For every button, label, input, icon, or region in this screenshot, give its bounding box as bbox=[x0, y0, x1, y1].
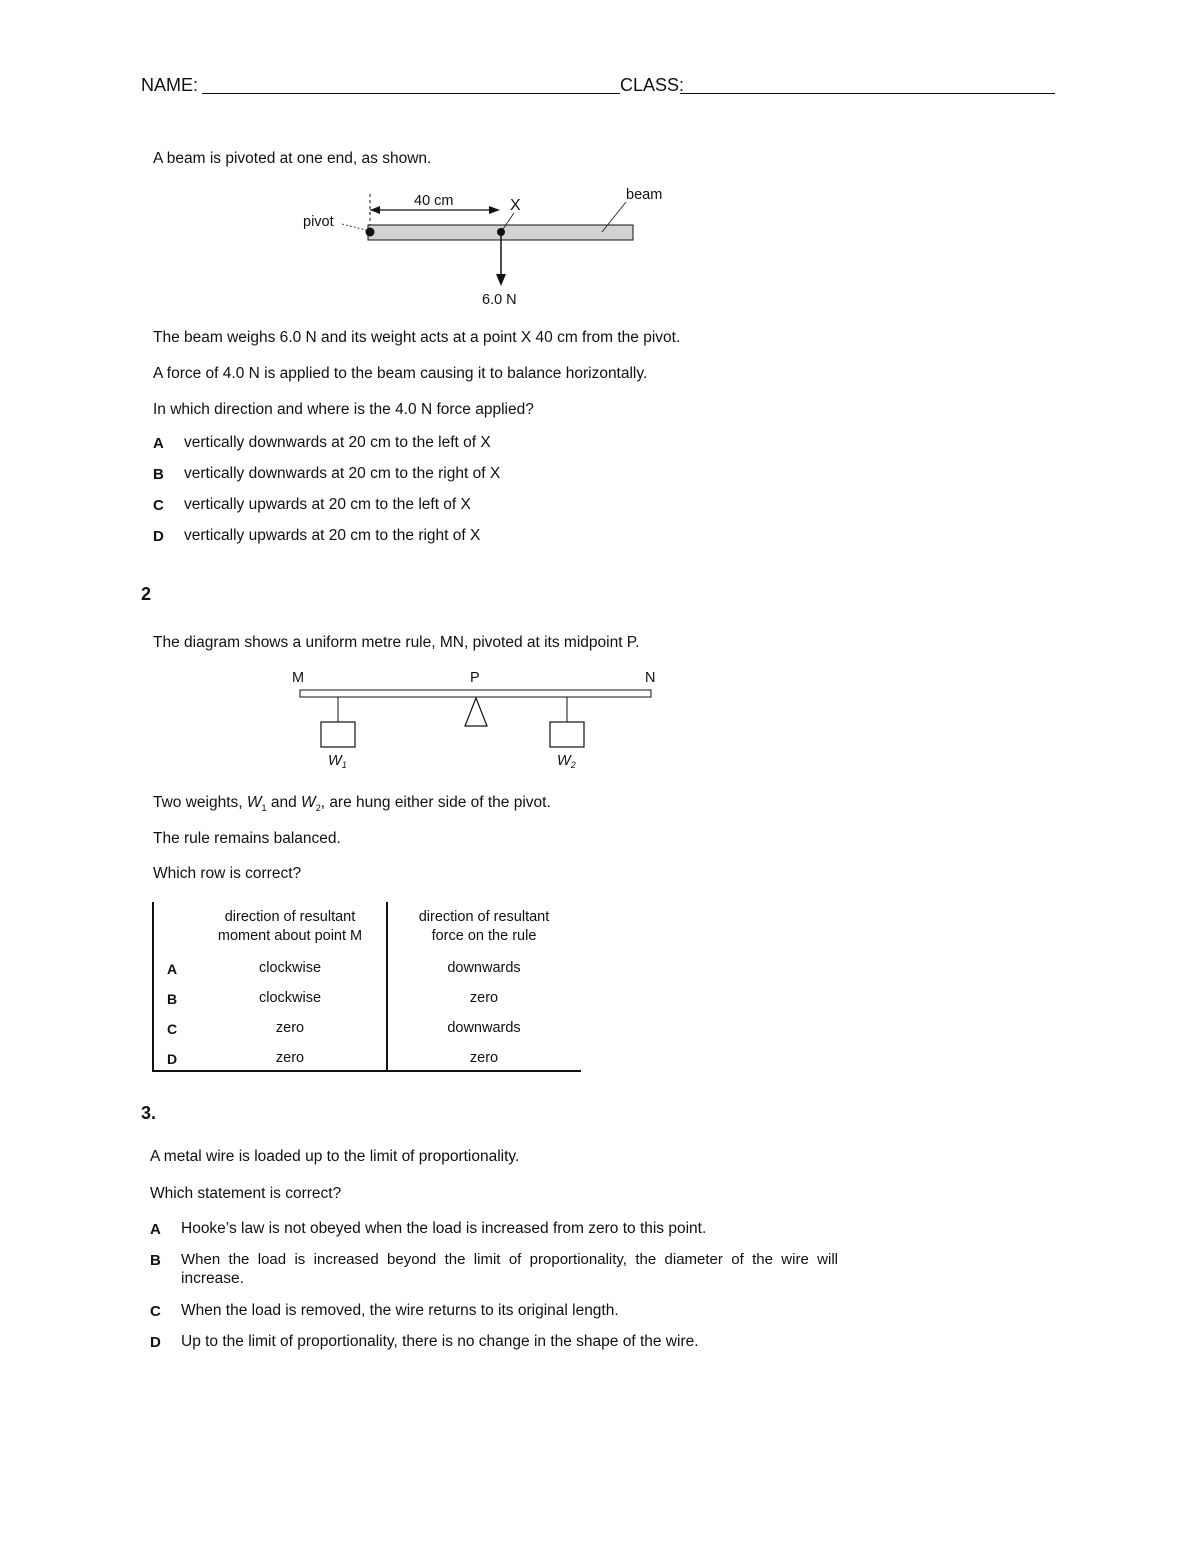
q1-option-b-text: vertically downwards at 20 cm to the right of X bbox=[184, 465, 501, 482]
q2-row-b-c2: zero bbox=[469, 990, 499, 1006]
weight-label: 6.0 N bbox=[482, 292, 517, 308]
q1-question: In which direction and where is the 4.0 N force applied? bbox=[153, 401, 534, 418]
pivot-point bbox=[366, 228, 375, 237]
q3-option-b-letter: B bbox=[150, 1252, 161, 1269]
name-underline bbox=[202, 93, 620, 94]
q2-row-b-letter: B bbox=[167, 991, 178, 1007]
q2-col2-header: direction of resultant force on the rule bbox=[418, 909, 550, 944]
q3-option-d-letter: D bbox=[150, 1334, 161, 1351]
q2-rule-diagram bbox=[280, 665, 680, 775]
q2-table-divider bbox=[386, 902, 388, 1071]
q1-option-c-text: vertically upwards at 20 cm to the left of X bbox=[184, 496, 471, 513]
name-label: NAME: bbox=[141, 75, 199, 95]
w2-label: $W_2$ bbox=[557, 753, 576, 770]
distance-label: 40 cm bbox=[414, 193, 454, 209]
q1-option-d-text: vertically upwards at 20 cm to the right of X bbox=[184, 527, 481, 544]
q1-option-a-text: vertically downwards at 20 cm to the left of X bbox=[184, 434, 491, 451]
q3-option-a-letter: A bbox=[150, 1221, 161, 1238]
class-label: CLASS: bbox=[620, 75, 685, 95]
q3-option-b-text: When the load is increased beyond the limit of proportionality, the diameter of the wire will bbox=[181, 1251, 838, 1268]
q1-option-a-letter: A bbox=[153, 435, 164, 452]
q2-table-left-border bbox=[152, 902, 154, 1071]
distance-arrow-right-head bbox=[489, 206, 500, 214]
q2-row-c-letter: C bbox=[167, 1021, 178, 1037]
q2-row-d-c1: zero bbox=[275, 1050, 305, 1066]
weight-arrow-head bbox=[496, 274, 506, 286]
q2-line2: The rule remains balanced. bbox=[153, 830, 341, 847]
q2-row-c-c1: zero bbox=[275, 1020, 305, 1036]
q3-option-b-text-cont: increase. bbox=[181, 1270, 244, 1287]
q2-intro: The diagram shows a uniform metre rule, MN, pivoted at its midpoint P. bbox=[153, 634, 640, 651]
q1-line2: A force of 4.0 N is applied to the beam causing it to balance horizontally. bbox=[153, 365, 648, 382]
point-x-label: X bbox=[510, 197, 521, 214]
q2-number: 2 bbox=[141, 584, 152, 604]
q2-row-d-letter: D bbox=[167, 1051, 178, 1067]
pivot-leader bbox=[342, 224, 366, 230]
label-n: N bbox=[645, 670, 656, 686]
q1-option-c-letter: C bbox=[153, 497, 164, 514]
label-m: M bbox=[292, 670, 305, 686]
q1-beam-diagram bbox=[290, 180, 690, 315]
w1-label: $W_1$ bbox=[328, 753, 347, 770]
w2-weight bbox=[550, 722, 584, 747]
q2-row-c-c2: downwards bbox=[447, 1020, 521, 1036]
q3-option-a-text: Hooke’s law is not obeyed when the load is increased from zero to this point. bbox=[181, 1220, 707, 1237]
q3-number: 3. bbox=[141, 1103, 157, 1123]
q3-question: Which statement is correct? bbox=[150, 1185, 342, 1202]
q2-line1: Two weights, $W_1$ and $W_2$, are hung either side of the pivot. bbox=[153, 794, 551, 814]
w1-weight bbox=[321, 722, 355, 747]
q2-row-a-letter: A bbox=[167, 961, 178, 977]
pivot-triangle bbox=[465, 698, 487, 726]
q1-line1: The beam weighs 6.0 N and its weight acts at a point X 40 cm from the pivot. bbox=[153, 329, 681, 346]
q2-row-b-c1: clockwise bbox=[258, 990, 322, 1006]
q1-option-d-letter: D bbox=[153, 528, 164, 545]
class-underline bbox=[680, 93, 1055, 94]
q2-table-bottom-border bbox=[152, 1070, 581, 1072]
q2-col1-header: direction of resultant moment about point M bbox=[217, 909, 363, 944]
distance-arrow-left-head bbox=[370, 206, 380, 214]
q2-row-a-c2: downwards bbox=[447, 960, 521, 976]
beam-label: beam bbox=[626, 187, 663, 203]
q2-question: Which row is correct? bbox=[153, 865, 302, 882]
q1-option-b-letter: B bbox=[153, 466, 164, 483]
label-p: P bbox=[470, 670, 480, 686]
q3-option-c-text: When the load is removed, the wire returns to its original length. bbox=[181, 1302, 619, 1319]
q3-option-d-text: Up to the limit of proportionality, there is no change in the shape of the wire. bbox=[181, 1333, 699, 1350]
pivot-label: pivot bbox=[303, 214, 334, 230]
q1-intro: A beam is pivoted at one end, as shown. bbox=[153, 150, 432, 167]
metre-rule bbox=[300, 690, 651, 697]
q3-option-c-letter: C bbox=[150, 1303, 161, 1320]
q2-row-a-c1: clockwise bbox=[258, 960, 322, 976]
q3-intro: A metal wire is loaded up to the limit of proportionality. bbox=[150, 1148, 520, 1165]
q2-row-d-c2: zero bbox=[469, 1050, 499, 1066]
